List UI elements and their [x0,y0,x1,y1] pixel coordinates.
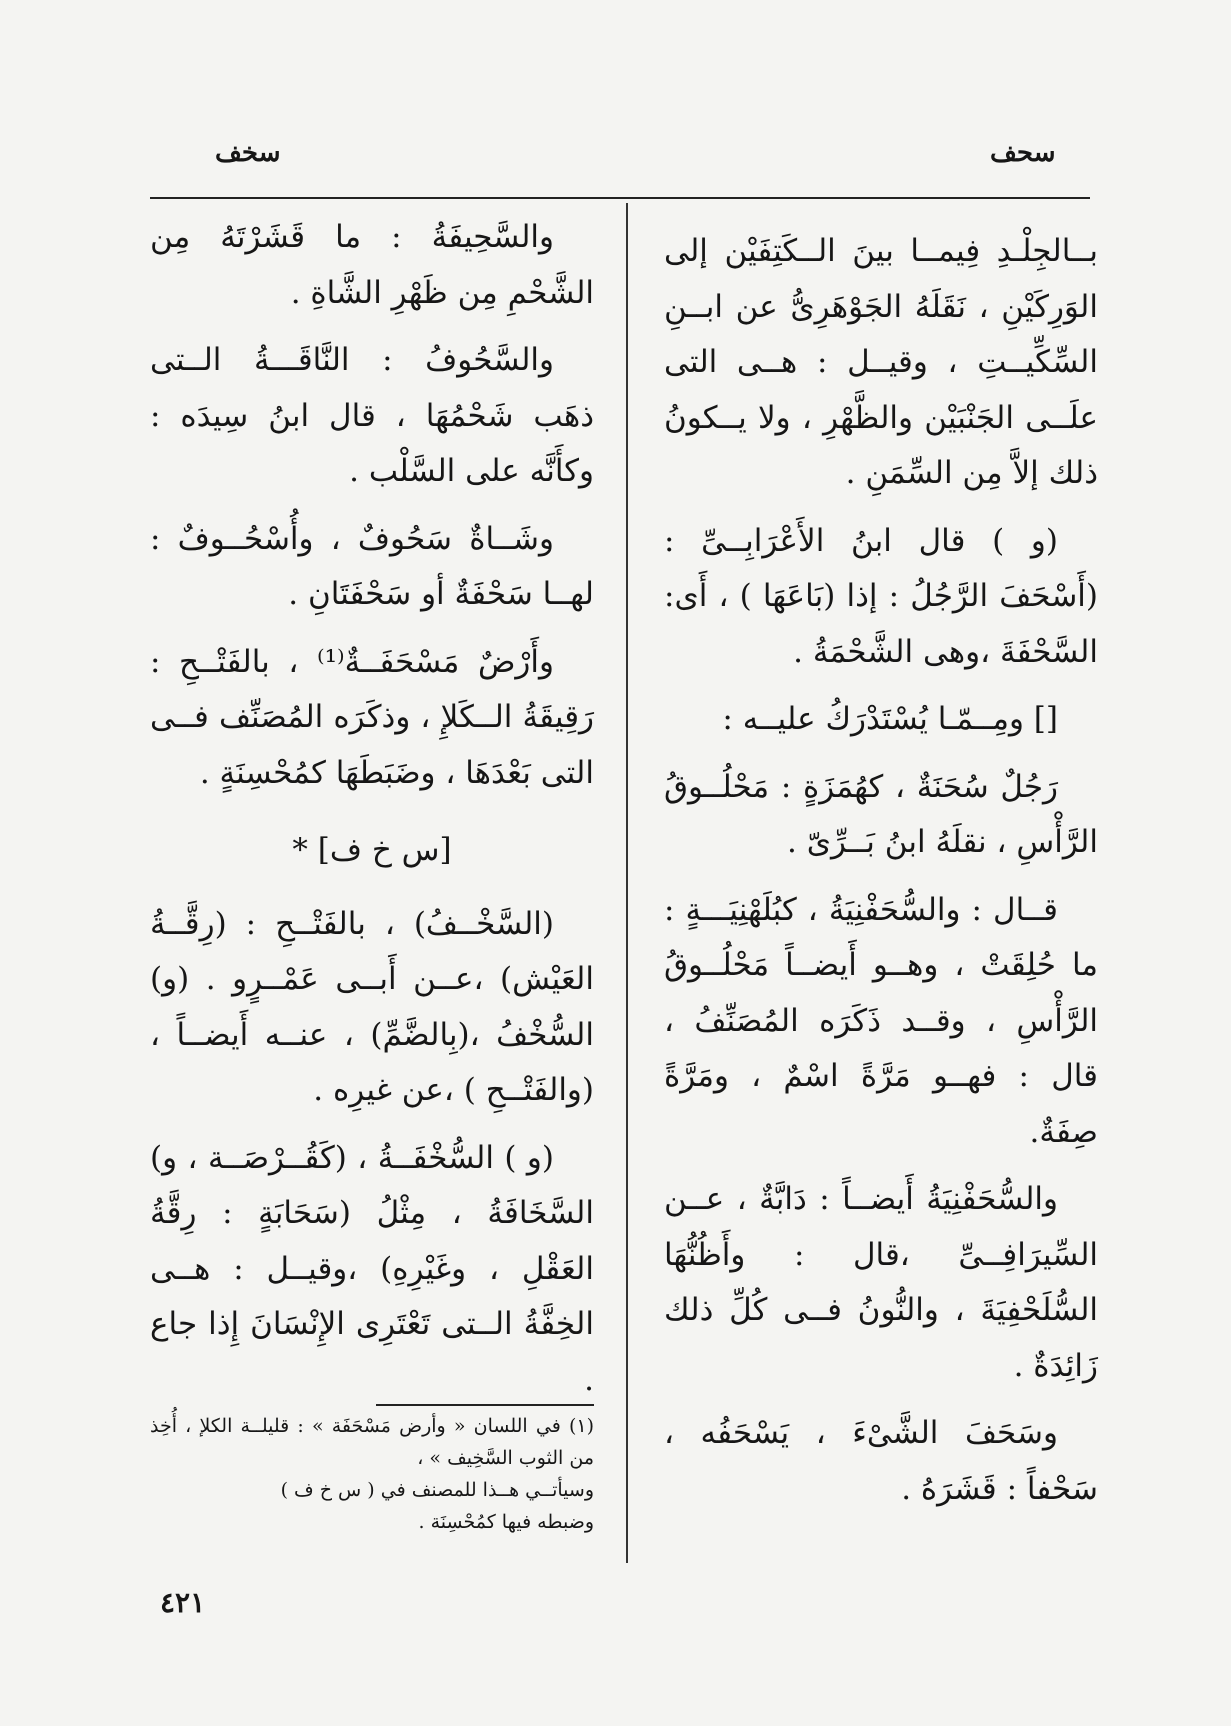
left-column [150,210,594,1420]
left-paragraph: والسَّحُوفُ : النَّاقَـــةُ الــتى ذهَب شَحْمُهَا ، قال ابنُ سِيدَه : وكأَنَّه على السَّلْب . [150,342,594,489]
running-header-right: سحف [990,138,1056,168]
footnote-rule [376,1404,594,1406]
page-number: ٤٢١ [160,1586,206,1619]
footnote-line: وضبطه فيها كمُحْسِنَة . [418,1511,594,1533]
right-column [664,224,1098,1529]
entry-heading: [س خ ف] * [292,832,452,868]
column-divider [626,203,628,1563]
header-rule [150,197,1090,199]
footnotes [150,1410,594,1538]
right-paragraph: رَجُلٌ سُحَنَةٌ ، كهُمَزَةٍ : مَحْلُــوقُ الرَّأْسِ ، نقلَهُ ابنُ بَــرِّىّ . [664,768,1098,860]
left-paragraph: وشَــاةٌ سَحُوفٌ ، وأُسْحُــوفٌ : لهــا سَحْفَةٌ أو سَحْفَتَانِ . [150,520,594,612]
left-paragraph: (السَّخْــفُ) ، بالفَتْــحِ : (رِقَّــةُ العَيْش) ،عــن أَبــى عَمْــرٍو . (و) السُّخْفُ ،(بِالضَّمِّ) ، عنــه أَيضــاً ، (والفَتْــحِ ) ،عن غيرِه . [150,905,594,1108]
footnote-line: وسيأتــي هــذا للمصنف في ( س خ ف ) [280,1479,594,1501]
right-paragraph: وسَحَفَ الشَّىْءَ ، يَسْحَفُه ، سَحْفاً : قَشَرَهُ . [664,1415,1098,1507]
right-paragraph: (و ) قال ابنُ الأَعْرَابِــىِّ : (أَسْحَفَ الرَّجُلُ : إذا (بَاعَهَا ) ، أَى: السَّحْفَةَ ،وهى الشَّحْمَةُ . [664,522,1098,670]
right-paragraph: بــالجِلْـدِ فِيمــا بينَ الــكَتِفَيْن إلى الوَرِكَيْنِ ، نَقَلَهُ الجَوْهَرِىُّ عن ابــنِ السِّكِّيــتِ ، وقيــل : هــى التى علَــى الجَنْبَيْن والظَّهْرِ ، ولا يــكونُ ذلك إلاَّ مِن السِّمَنِ . [664,233,1098,491]
footnote-line: (١) في اللسان « وأرض مَسْحَفَة » : قليلــة الكلإ ، أُخِذ من الثوب السَّخِيف » ، [150,1415,594,1469]
left-paragraph: وأَرْضٌ مَسْحَفَــةٌ⁽¹⁾ ، بالفَتْــحِ : رَقِيقَةُ الــكَلإِ ، وذكَرَه المُصَنِّف فــى التى بَعْدَهَا ، وضَبَطَهَا كمُحْسِنَةٍ . [150,643,594,791]
left-paragraph: (و ) السُّخْفَــةُ ، (كَقُــرْصَــة ، و) السَّخَافَةُ ، مِثْلُ (سَحَابَةٍ : رِقَّةُ العَقْلِ ، وغَيْرِهِ) ،وقيــل : هــى الخِفَّةُ الــتى تَعْتَرِى الإِنْسَانَ إِذا جاع . [150,1139,594,1398]
running-header-left: سخف [215,138,281,168]
right-paragraph: [] ومِــمّـا يُسْتَدْرَكُ عليــه : [722,701,1058,737]
right-paragraph: قــال : والسُّحَفْنِيَةُ ، كبُلَهْنِيَـــةٍ : ما حُلِقَتْ ، وهــو أَيضــاً مَحْلُــوقُ الرَّأْسِ ، وقــد ذَكَرَه المُصَنِّفُ ، قال : فهــو مَرَّةً اسْمٌ ، ومَرَّةً صِفَةٌ. [664,891,1098,1150]
left-paragraph: والسَّحِيفَةُ : ما قَشَرْتَهُ مِن الشَّحْمِ مِن ظَهْرِ الشَّاةِ . [150,219,594,311]
right-paragraph: والسُّحَفْنِيَةُ أَيضــاً : دَابَّةٌ ، عــن السِّيرَافِــىِّ ،قال : وأَظُنُّهَا السُّلَحْفِيَةَ ، والنُّونُ فــى كُلِّ ذلك زَائِدَةٌ . [664,1181,1098,1384]
